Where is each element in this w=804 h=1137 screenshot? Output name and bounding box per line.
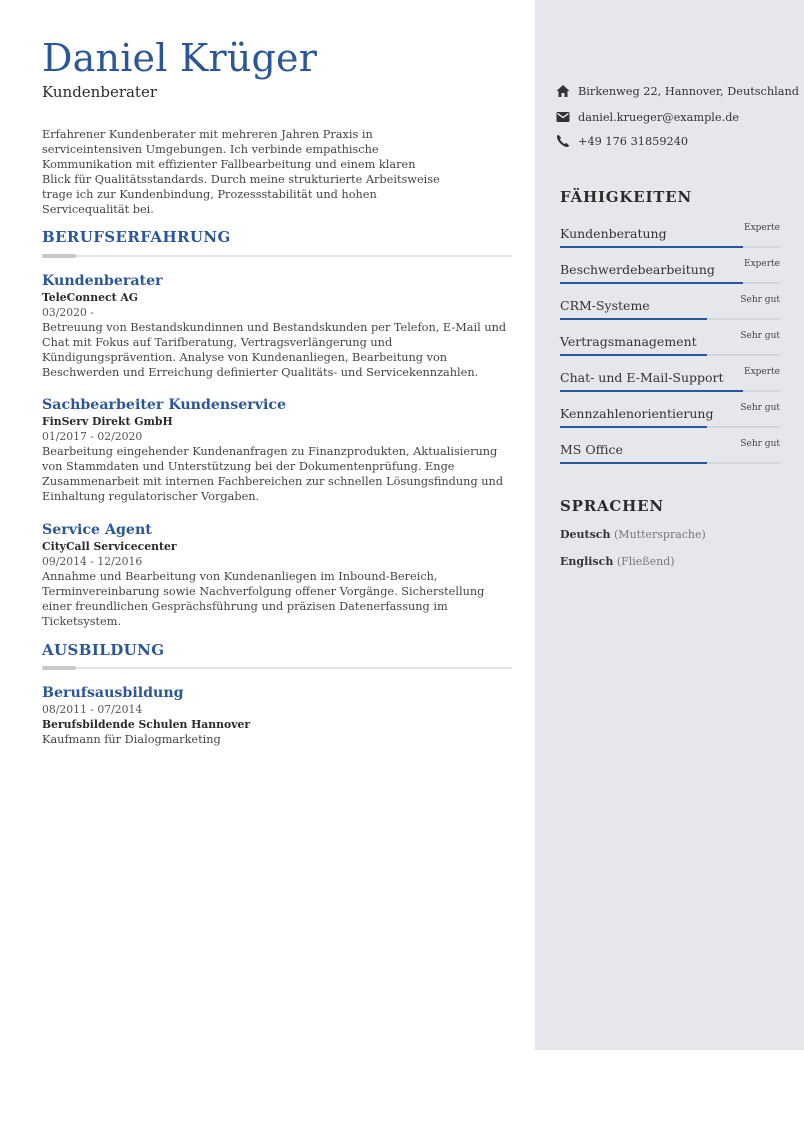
skill-bar-fill <box>560 318 707 320</box>
skill-bar-track <box>560 246 780 248</box>
experience-entry <box>42 272 512 380</box>
skill-level: Experte <box>744 259 780 269</box>
language-item <box>560 528 706 541</box>
skill-bar-fill <box>560 246 743 248</box>
candidate-role: Kundenberater <box>42 83 158 101</box>
phone-icon <box>555 133 571 149</box>
phone-text[interactable]: +49 176 31859240 <box>578 134 689 148</box>
skill-level: Sehr gut <box>740 403 780 413</box>
contact-address <box>555 83 799 99</box>
education-section-title: AUSBILDUNG <box>42 641 165 659</box>
job-company: FinServ Direkt GmbH <box>42 415 173 428</box>
job-title: Sachbearbeiter Kundenservice <box>42 397 287 413</box>
skill-bar-track <box>560 318 780 320</box>
skill-bar-track <box>560 426 780 428</box>
profile-summary: Erfahrener Kundenberater mit mehreren Jahren Praxis in serviceintensiven Umgebungen. Ich verbinde empathische Kommunikation mit effizienter Fallbearbeitung und einem klaren Blick für Qualitätsstandards. Durch meine strukturierte Arbeitsweise trage ich zur Kundenbindung, Prozessstabilität und hohen Servicequalität bei. <box>42 128 440 217</box>
skill-level: Sehr gut <box>740 331 780 341</box>
skill-name: Kennzahlenorientierung <box>560 406 714 421</box>
skills-section-title: FÄHIGKEITEN <box>560 188 693 206</box>
experience-entry <box>42 396 512 504</box>
language-level: (Fließend) <box>616 555 675 568</box>
home-icon <box>555 83 571 99</box>
education-entry <box>42 684 512 747</box>
skill-name: Beschwerdebearbeitung <box>560 262 715 277</box>
job-title: Service Agent <box>42 522 152 538</box>
language-name: Englisch <box>560 555 614 568</box>
skill-level: Sehr gut <box>740 439 780 449</box>
education-dates: 08/2011 - 07/2014 <box>42 703 143 716</box>
skill-bar-fill <box>560 462 707 464</box>
skill-item <box>560 259 780 290</box>
skill-name: Chat- und E-Mail-Support <box>560 370 724 385</box>
experience-divider <box>42 255 512 257</box>
job-title: Kundenberater <box>42 273 163 289</box>
languages-section-title: SPRACHEN <box>560 497 664 515</box>
skill-item <box>560 439 780 470</box>
sidebar-background <box>535 0 804 1050</box>
job-company: TeleConnect AG <box>42 291 138 304</box>
skill-level: Sehr gut <box>740 295 780 305</box>
skill-item <box>560 331 780 362</box>
skill-bar-track <box>560 282 780 284</box>
education-description: Kaufmann für Dialogmarketing <box>42 733 221 746</box>
skill-level: Experte <box>744 367 780 377</box>
skill-bar-track <box>560 354 780 356</box>
skill-bar-track <box>560 462 780 464</box>
experience-entry <box>42 521 512 629</box>
job-description: Annahme und Bearbeitung von Kundenanliegen im Inbound-Bereich, Terminvereinbarung sowie Nachverfolgung offener Vorgänge. Sicherstellung einer freundlichen Gesprächsführung und präzisen Datenerfassung im Ticketsystem. <box>42 570 485 629</box>
contact-phone[interactable] <box>555 133 688 149</box>
education-divider <box>42 667 512 669</box>
language-name: Deutsch <box>560 528 611 541</box>
skill-name: Vertragsmanagement <box>560 334 697 349</box>
skill-name: MS Office <box>560 442 623 457</box>
email-text[interactable]: daniel.krueger@example.de <box>578 110 740 124</box>
skill-item <box>560 223 780 254</box>
experience-section-title: BERUFSERFAHRUNG <box>42 228 231 246</box>
skill-name: CRM-Systeme <box>560 298 650 313</box>
job-description: Betreuung von Bestandskundinnen und Bestandskunden per Telefon, E-Mail und Chat mit Fokus auf Tarifberatung, Vertragsverlängerung und Kündigungsprävention. Analyse von Kundenanliegen, Bearbeitung von Beschwerden und Erreichung definierter Qualitäts- und Servicekennzahlen. <box>42 321 507 380</box>
address-text: Birkenweg 22, Hannover, Deutschland <box>578 84 800 98</box>
skill-name: Kundenberatung <box>560 226 667 241</box>
job-dates: 03/2020 - <box>42 306 94 319</box>
language-item <box>560 555 675 568</box>
education-title: Berufsausbildung <box>42 685 184 701</box>
job-dates: 01/2017 - 02/2020 <box>42 430 143 443</box>
skill-bar-fill <box>560 354 707 356</box>
skill-level: Experte <box>744 223 780 233</box>
language-level: (Muttersprache) <box>614 528 706 541</box>
job-dates: 09/2014 - 12/2016 <box>42 555 143 568</box>
job-description: Bearbeitung eingehender Kundenanfragen zu Finanzprodukten, Aktualisierung von Stammdaten und Unterstützung bei der Dokumentenprüfung. Enge Zusammenarbeit mit internen Fachbereichen zur schnellen Lösungsfindung und Einhaltung regulatorischer Vorgaben. <box>42 445 504 504</box>
education-institution: Berufsbildende Schulen Hannover <box>42 718 251 731</box>
contact-email[interactable] <box>555 109 739 125</box>
skill-item <box>560 295 780 326</box>
skill-item <box>560 367 780 398</box>
skill-bar-fill <box>560 390 743 392</box>
mail-icon <box>555 109 571 125</box>
skill-bar-fill <box>560 282 743 284</box>
skill-bar-fill <box>560 426 707 428</box>
skill-bar-track <box>560 390 780 392</box>
candidate-name: Daniel Krüger <box>42 36 318 80</box>
job-company: CityCall Servicecenter <box>42 540 177 553</box>
skill-item <box>560 403 780 434</box>
